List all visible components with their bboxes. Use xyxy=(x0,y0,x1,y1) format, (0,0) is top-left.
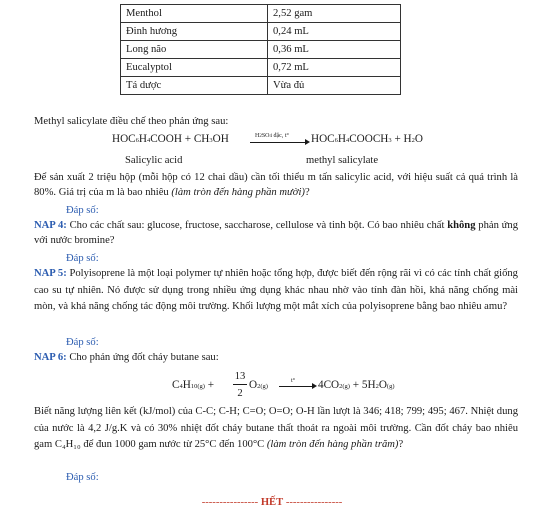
ingredient-amount: 2,52 gam xyxy=(268,5,401,23)
answer-label: Đáp số: xyxy=(66,205,99,216)
answer-label: Đáp số: xyxy=(66,253,99,264)
table-row xyxy=(121,23,401,41)
fraction-bar xyxy=(233,384,247,385)
reaction1-rhs: HOC6H4COOCH3 + H2O xyxy=(311,133,423,145)
answer-label: Đáp số: xyxy=(66,337,99,348)
question-4: NAP 4: Cho các chất sau: glucose, fructose, saccharose, cellulose và tinh bột. Có bao nhiêu chất không phản ứng với nước bromine? xyxy=(34,220,518,247)
reaction2-o2: O2(g) xyxy=(249,379,268,391)
reaction2-rhs: 4CO2(g) + 5H2O(g) xyxy=(318,379,395,391)
ingredient-amount: Vừa đủ xyxy=(268,77,401,95)
table-row xyxy=(121,41,401,59)
reaction2-arrowhead xyxy=(312,383,317,389)
reaction1-lhs: HOC6H4COOH + CH3OH xyxy=(112,133,229,145)
reaction1-condition: H2SO4 đặc, t° xyxy=(255,133,289,139)
question-5: NAP 5: Polyisoprene là một loại polymer tự nhiên hoặc tổng hợp, được biết đến rộng rãi vì có các tính chất giống cao su tự nhiên. Nó được sử dụng trong nhiều ứng dụng khác nhau nhờ vào tính đàn hồi, khả năng chống mài mòn, và khả năng chống tác động môi trường. Khối lượng một mắt xích của polyisoprene bằng bao nhiêu amu? xyxy=(34,268,518,313)
nap5-label: NAP 5: xyxy=(34,268,67,279)
nap6-label: NAP 6: xyxy=(34,352,67,363)
ingredient-amount: 0,36 mL xyxy=(268,41,401,59)
reaction2-condition: t° xyxy=(291,378,296,384)
rounding-note: (làm tròn đến hàng phần mười) xyxy=(171,187,305,199)
reaction1-arrowhead xyxy=(305,139,310,145)
reaction2-arrow xyxy=(279,386,315,387)
ingredient-amount: 0,72 mL xyxy=(268,59,401,77)
table-row xyxy=(121,5,401,23)
question-6: NAP 6: Cho phản ứng đốt cháy butane sau: xyxy=(34,352,219,363)
ingredient-name: Tá dược xyxy=(121,77,268,95)
rounding-note-2: (làm tròn đến hàng phần trăm) xyxy=(266,439,399,451)
reaction1-arrow xyxy=(250,142,308,143)
reaction2-lhs: C4H10(g) + xyxy=(172,379,215,391)
ingredient-amount: 0,24 mL xyxy=(268,23,401,41)
methyl-salicylate-label: methyl salicylate xyxy=(306,155,379,166)
ingredient-name: Eucalyptol xyxy=(121,59,268,77)
answer-label: Đáp số: xyxy=(66,472,99,483)
nap4-label: NAP 4: xyxy=(34,220,67,231)
table-row xyxy=(121,59,401,77)
ingredient-name: Đinh hương xyxy=(121,23,268,41)
table-row xyxy=(121,77,401,95)
intro-text: Methyl salicylate điều chế theo phản ứng sau: xyxy=(34,116,229,127)
end-marker: ---------------- HẾT ---------------- xyxy=(201,497,343,508)
ingredient-name: Menthol xyxy=(121,5,268,23)
ingredient-table xyxy=(120,4,401,95)
fraction-numerator: 13 xyxy=(234,371,246,382)
salicylic-acid-label: Salicylic acid xyxy=(125,155,183,166)
question-3-text: Để sản xuất 2 triệu hộp (mỗi hộp có 12 chai dầu) cần tối thiểu m tấn salicylic acid, với hiệu suất cả quá trình là 80%. Giá trị của m là bao nhiêu (làm tròn đến hàng phần mười)? xyxy=(34,172,518,199)
ingredient-name: Long não xyxy=(121,41,268,59)
question-6-body: Biết năng lượng liên kết (kJ/mol) của C-C; C-H; C=O; O=O; O-H lần lượt là 346; 418; 799; 495; 467. Nhiệt dung của nước là 4,2 J/g.K và có 30% nhiệt đốt cháy butane thất thoát ra ngoài môi trường. Cần đốt cháy bao nhiêu gam C₄H₁₀ để đun 1000 gam nước từ 25°C đến 100°C (làm tròn đến hàng phần trăm)? xyxy=(34,406,518,451)
fraction-denominator: 2 xyxy=(237,388,243,399)
